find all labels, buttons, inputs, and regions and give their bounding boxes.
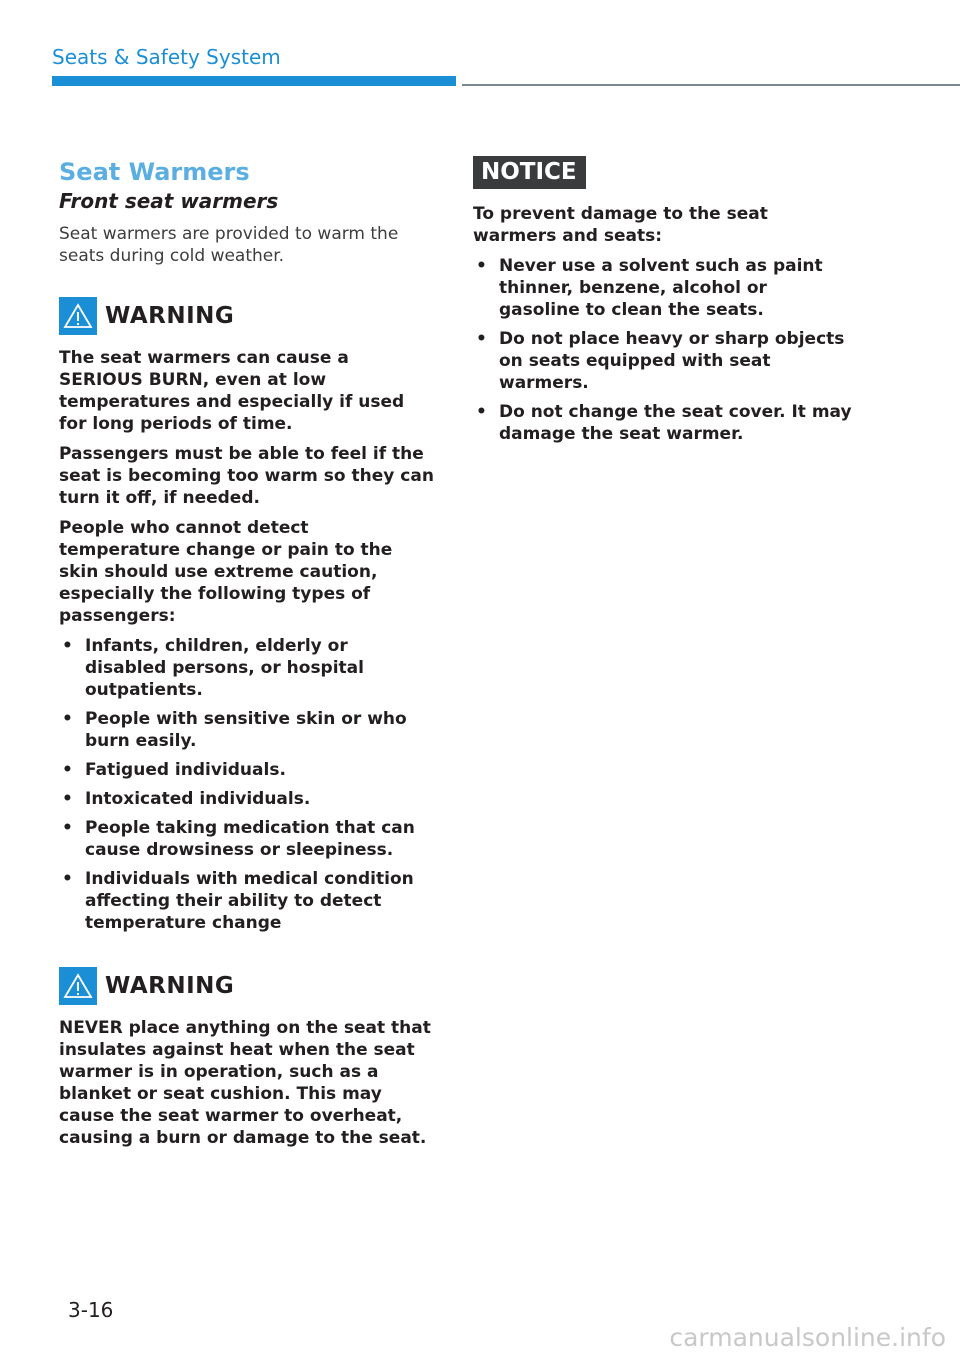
right-column bbox=[473, 156, 853, 452]
header-divider bbox=[462, 84, 960, 86]
warning-paragraph: The seat warmers can cause a SERIOUS BURN, even at low temperatures and especially if used for long periods of time. bbox=[59, 348, 405, 434]
list-item: • People with sensitive skin or who burn easily. bbox=[59, 708, 434, 752]
list-item: • Individuals with medical condition affecting their ability to detect temperature change bbox=[59, 868, 434, 934]
section-title: Seat Warmers bbox=[59, 158, 250, 186]
warning-label: WARNING bbox=[105, 303, 235, 329]
notice-intro: To prevent damage to the seat warmers and seats: bbox=[473, 204, 768, 246]
warning-icon bbox=[59, 967, 97, 1005]
warning-label: WARNING bbox=[105, 973, 235, 999]
header-accent-bar bbox=[52, 76, 456, 86]
notice-bullet-list bbox=[473, 255, 853, 445]
warning-header bbox=[59, 297, 434, 335]
notice-label: NOTICE bbox=[473, 156, 586, 189]
list-item: • Intoxicated individuals. bbox=[59, 788, 434, 810]
list-item: • People taking medication that can cause drowsiness or sleepiness. bbox=[59, 817, 434, 861]
list-item: • Do not place heavy or sharp objects on seats equipped with seat warmers. bbox=[473, 328, 853, 394]
warning-paragraph: Passengers must be able to feel if the seat is becoming too warm so they can turn it off, if needed. bbox=[59, 444, 434, 508]
list-item: • Fatigued individuals. bbox=[59, 759, 434, 781]
list-item: • Do not change the seat cover. It may damage the seat warmer. bbox=[473, 401, 853, 445]
warning-paragraph: NEVER place anything on the seat that insulates against heat when the seat warmer is in operation, such as a blanket or seat cushion. This may cause the seat warmer to overheat, causing a burn or damage to the seat. bbox=[59, 1018, 431, 1148]
intro-text: Seat warmers are provided to warm the seats during cold weather. bbox=[59, 224, 399, 266]
section-header: Seats & Safety System bbox=[52, 45, 281, 69]
page-number: 3-16 bbox=[68, 1298, 114, 1322]
subsection-title: Front seat warmers bbox=[59, 189, 279, 213]
list-item: • Never use a solvent such as paint thinner, benzene, alcohol or gasoline to clean the seats. bbox=[473, 255, 853, 321]
warning-icon bbox=[59, 297, 97, 335]
list-item: • Infants, children, elderly or disabled persons, or hospital outpatients. bbox=[59, 635, 434, 701]
watermark: carmanualsonline.info bbox=[669, 1323, 946, 1352]
left-column bbox=[59, 158, 434, 1157]
warning-bullet-list bbox=[59, 635, 434, 934]
warning-header bbox=[59, 967, 434, 1005]
warning-paragraph: People who cannot detect temperature change or pain to the skin should use extreme caution, especially the following types of passengers: bbox=[59, 518, 393, 626]
